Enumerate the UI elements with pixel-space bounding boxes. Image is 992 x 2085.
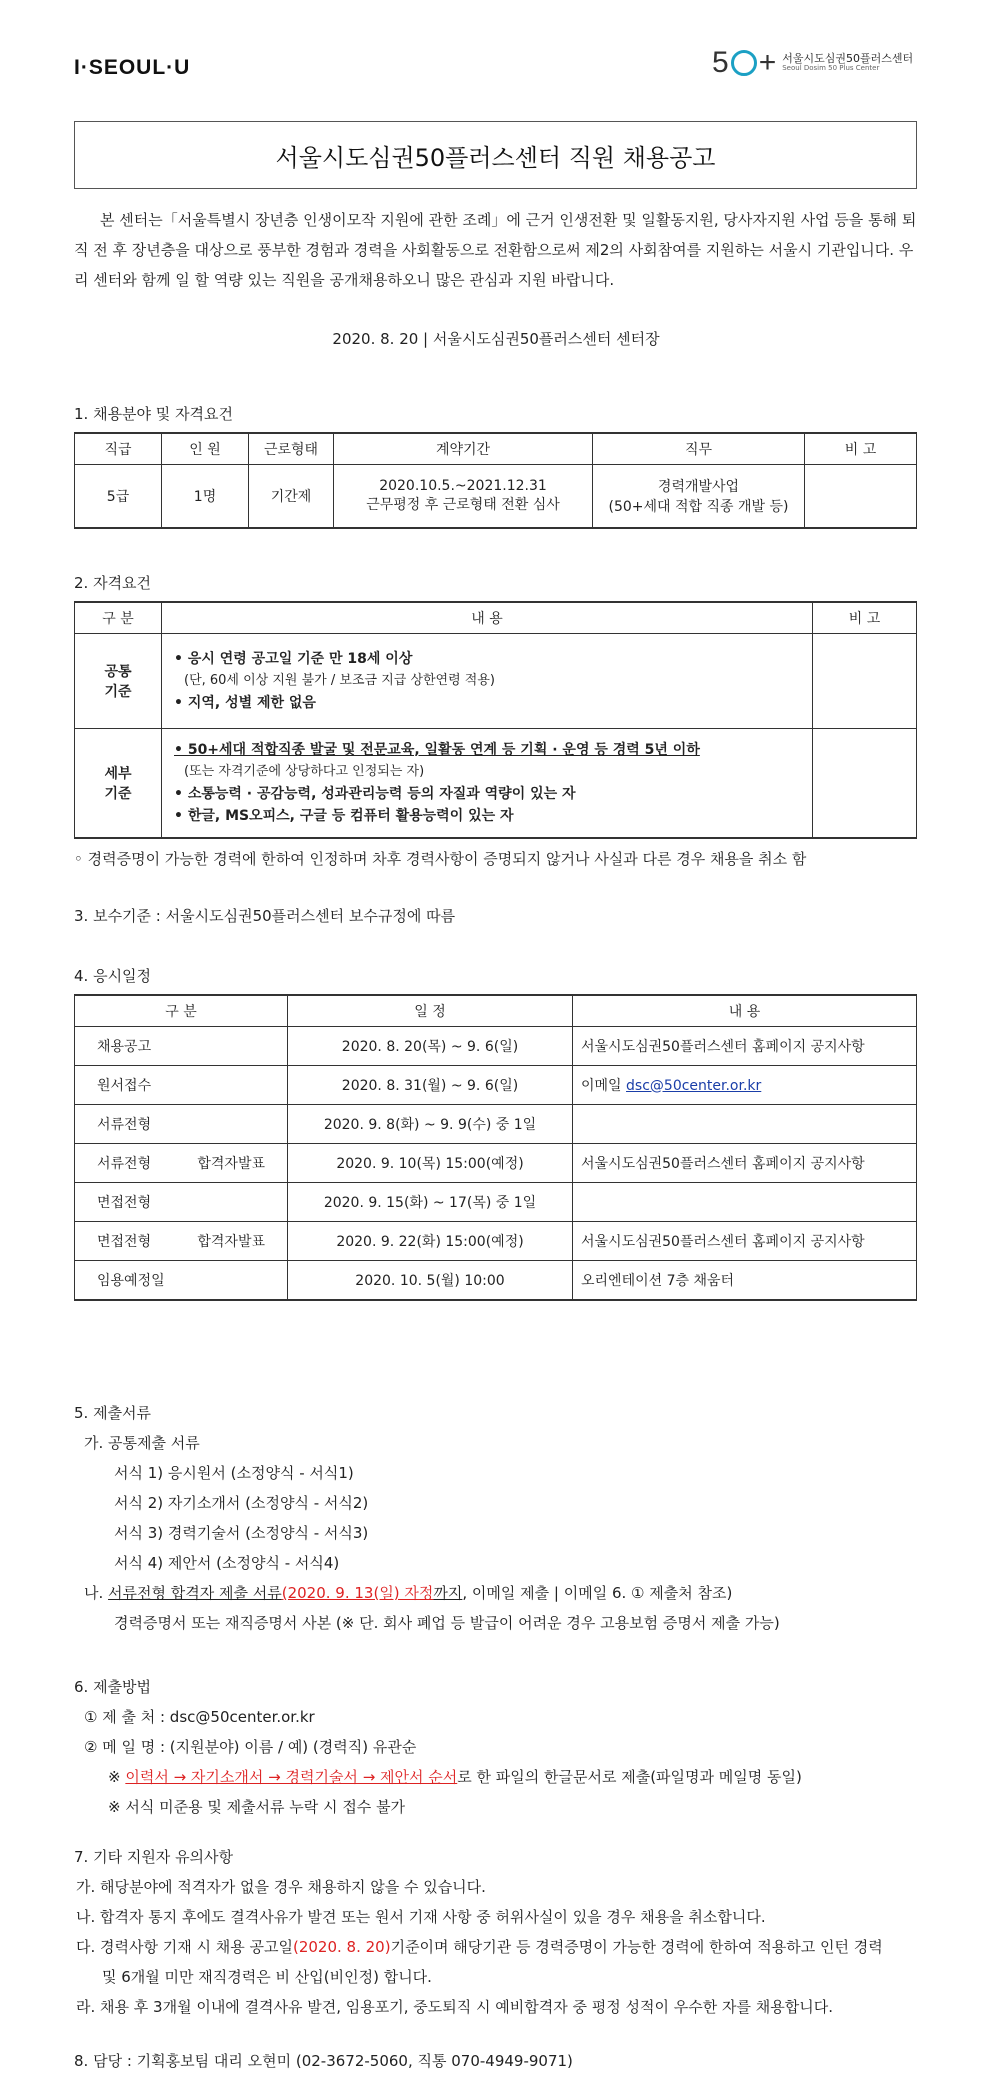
col-header: 직무 [593,433,805,464]
section-1-heading: 1. 채용분야 및 자격요건 [74,405,234,423]
intro-paragraph: 본 센터는「서울특별시 장년층 인생이모작 지원에 관한 조례」에 근거 인생전환 및 일활동지원, 당사자지원 사업 등을 통해 퇴직 전 후 장년층을 대상으로 풍부한 경험과 경력을 사회활동으로 전환함으로써 제2의 사회참여를 지원하는 서울시 기관입니다. 우리 센터와 함께 일 할 역량 있는 직원을 공개채용하오니 많은 관심과 지원 바랍니다. [74,211,917,289]
col-header: 구 분 [75,602,162,633]
schedule-row: 원서접수 2020. 8. 31(월) ~ 9. 6(일) 이메일 dsc@50center.or.kr [75,1065,917,1104]
col-header: 비 고 [805,433,917,464]
center-logo [712,46,913,80]
section-5-b2: 경력증명서 또는 재직증명서 사본 (※ 단. 회사 폐업 등 발급이 어려운 경우 고용보험 증명서 제출 가능) [114,1614,780,1632]
order-note: ※ 이력서 → 자기소개서 → 경력기술서 → 제안서 순서로 한 파일의 한글문서로 제출(파일명과 메일명 동일) [108,1768,802,1786]
type-cell: 기간제 [249,464,334,528]
section-6 [74,1672,802,1822]
schedule-table [74,994,917,1301]
schedule-row: 서류전형 합격자발표 2020. 9. 10(목) 15:00(예정) 서울시도심권50플러스센터 홈페이지 공지사항 [75,1143,917,1182]
section-8-contact: 8. 담당 : 기획홍보팀 대리 오현미 (02-3672-5060, 직통 070-4949-9071) [74,2052,573,2070]
common-label: 공통 기준 [75,633,162,728]
col-header: 직급 [75,433,162,464]
recruit-table [74,432,917,529]
notice-item: 다. 경력사항 기재 시 채용 공고일(2020. 8. 20)기준이며 해당기관 등 경력증명이 가능한 경력에 한하여 적용하고 인턴 경력 [76,1938,883,1956]
schedule-row: 서류전형 2020. 9. 8(화) ~ 9. 9(수) 중 1일 [75,1104,917,1143]
col-header: 일 정 [288,995,573,1026]
submit-address: ① 제 출 처 : dsc@50center.or.kr [84,1708,315,1726]
col-header: 계약기간 [334,433,593,464]
detail-criteria: • 50+세대 적합직종 발굴 및 전문교육, 일활동 연계 등 기획 · 운영 등 경력 5년 이하 (또는 자격기준에 상당하다고 인정되는 자) • 소통능력 · 공감능력, 성과관리능력 등의 자질과 역량이 있는 자 • 한글, MS오피스, 구글 등 컴퓨터 활용능력이 있는 자 [162,728,813,838]
section-5-heading: 5. 제출서류 [74,1404,152,1422]
detail-label: 세부 기준 [75,728,162,838]
iseoulu-logo: I·SEOUL·U [74,56,191,79]
period-cell: 2020.10.5.~2021.12.31 근무평정 후 근로형태 전환 심사 [334,464,593,528]
duty-cell: 경력개발사업 (50+세대 적합 직종 개발 등) [593,464,805,528]
form-item: 서식 1) 응시원서 (소정양식 - 서식1) [114,1464,354,1482]
section-7 [74,1842,883,2022]
section-2-heading: 2. 자격요건 [74,574,152,592]
mail-subject: ② 메 일 명 : (지원분야) 이름 / 예) (경력직) 유관순 [84,1738,417,1756]
col-header: 비 고 [813,602,917,633]
section-4-heading: 4. 응시일정 [74,967,152,985]
schedule-row: 채용공고 2020. 8. 20(목) ~ 9. 6(일) 서울시도심권50플러스센터 홈페이지 공지사항 [75,1026,917,1065]
missing-note: ※ 서식 미준용 및 제출서류 누락 시 접수 불가 [108,1798,406,1816]
notice-item: 나. 합격자 통지 후에도 결격사유가 발견 또는 원서 기재 사항 중 허위사실이 있을 경우 채용을 취소합니다. [76,1908,766,1926]
notice-item-cont: 및 6개월 미만 재직경력은 비 산입(비인정) 합니다. [102,1968,432,1986]
col-header: 구 분 [75,995,288,1026]
schedule-row: 면접전형 2020. 9. 15(화) ~ 17(목) 중 1일 [75,1182,917,1221]
section-5 [74,1398,780,1638]
note-cell [805,464,917,528]
schedule-row: 임용예정일 2020. 10. 5(월) 10:00 오리엔테이션 7층 채움터 [75,1260,917,1300]
section-7-heading: 7. 기타 지원자 유의사항 [74,1848,234,1866]
common-criteria: • 응시 연령 공고일 기준 만 18세 이상 (단, 60세 이상 지원 불가 / 보조금 지급 상한연령 적용) • 지역, 성별 제한 없음 [162,633,813,728]
page-title: 서울시도심권50플러스센터 직원 채용공고 [74,121,917,189]
notice-item: 가. 해당분야에 적격자가 없을 경우 채용하지 않을 수 있습니다. [76,1878,486,1896]
qualification-note: ◦ 경력증명이 가능한 경력에 한하여 인정하며 차후 경력사항이 증명되지 않거나 사실과 다른 경우 채용을 취소 함 [74,850,807,868]
grade-cell: 5급 [75,464,162,528]
fifty-plus-mark: 5 + [712,46,777,79]
dateline: 2020. 8. 20 | 서울시도심권50플러스센터 센터장 [332,330,660,348]
form-item: 서식 4) 제안서 (소정양식 - 서식4) [114,1554,340,1572]
form-item: 서식 2) 자기소개서 (소정양식 - 서식2) [114,1494,369,1512]
form-item: 서식 3) 경력기술서 (소정양식 - 서식3) [114,1524,369,1542]
count-cell: 1명 [162,464,249,528]
notice-item: 라. 채용 후 3개월 이내에 결격사유 발견, 임용포기, 중도퇴직 시 예비합격자 중 평정 성적이 우수한 자를 채용합니다. [76,1998,833,2016]
section-6-heading: 6. 제출방법 [74,1678,152,1696]
col-header: 인 원 [162,433,249,464]
section-5-a: 가. 공통제출 서류 [84,1434,200,1452]
section-5-b: 나. 서류전형 합격자 제출 서류(2020. 9. 13(일) 자정까지, 이메일 제출 | 이메일 6. ① 제출처 참조) [84,1584,733,1602]
section-3-heading: 3. 보수기준 : 서울시도심권50플러스센터 보수규정에 따름 [74,907,456,925]
col-header: 내 용 [162,602,813,633]
col-header: 내 용 [573,995,917,1026]
schedule-row: 면접전형 합격자발표 2020. 9. 22(화) 15:00(예정) 서울시도심권50플러스센터 홈페이지 공지사항 [75,1221,917,1260]
qualification-table [74,601,917,839]
col-header: 근로형태 [249,433,334,464]
center-logo-name: 서울시도심권50플러스센터 [782,52,914,66]
center-logo-english: Seoul Dosim 50 Plus Center [782,64,880,73]
email-link[interactable]: dsc@50center.or.kr [626,1077,762,1094]
